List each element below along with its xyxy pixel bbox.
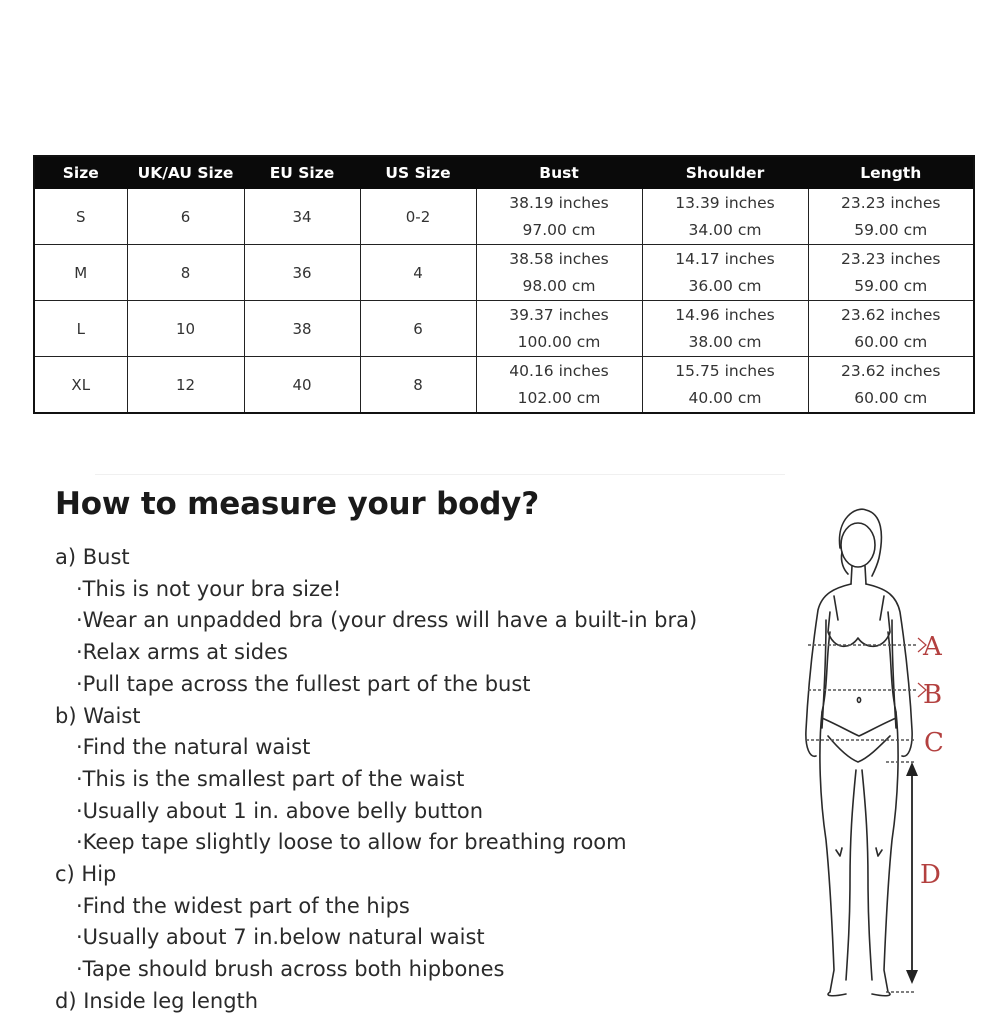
header-size: Size <box>34 156 127 189</box>
header-bust: Bust <box>476 156 642 189</box>
shoulder-cm: 40.00 cm <box>688 388 762 407</box>
table-header-row <box>34 156 974 189</box>
length-inches: 23.62 inches <box>841 361 941 380</box>
shoulder-inches: 13.39 inches <box>675 193 775 212</box>
guide-section-waist: b) Waist <box>55 703 141 728</box>
section-divider <box>95 474 785 475</box>
length-inches: 23.23 inches <box>841 249 941 268</box>
label-c: C <box>924 728 944 758</box>
cell-eu: 38 <box>244 301 360 357</box>
cell-us: 4 <box>360 245 476 301</box>
size-chart-table <box>33 155 975 414</box>
cell-us: 8 <box>360 357 476 414</box>
guide-tip: ·Tape should brush across both hipbones <box>76 957 505 982</box>
cell-bust <box>476 245 642 301</box>
cell-uk-au: 12 <box>127 357 244 414</box>
header-us-size: US Size <box>360 156 476 189</box>
header-eu-size: EU Size <box>244 156 360 189</box>
length-inches: 23.62 inches <box>841 305 941 324</box>
cell-bust <box>476 301 642 357</box>
shoulder-inches: 14.96 inches <box>675 305 775 324</box>
length-cm: 60.00 cm <box>854 388 928 407</box>
bust-cm: 98.00 cm <box>522 276 596 295</box>
guide-title: How to measure your body? <box>55 486 539 522</box>
table-row <box>34 189 974 245</box>
guide-section-inside-leg: d) Inside leg length <box>55 988 259 1013</box>
guide-tip: ·Pull tape across the fullest part of the bust <box>76 671 531 696</box>
header-shoulder: Shoulder <box>642 156 808 189</box>
header-uk-au-size: UK/AU Size <box>127 156 244 189</box>
body-outline-illustration <box>790 500 990 998</box>
guide-tip: ·Relax arms at sides <box>76 640 288 665</box>
cell-us: 6 <box>360 301 476 357</box>
cell-bust <box>476 357 642 414</box>
cell-shoulder <box>642 301 808 357</box>
bust-cm: 97.00 cm <box>522 220 596 239</box>
cell-bust <box>476 189 642 245</box>
shoulder-cm: 34.00 cm <box>688 220 762 239</box>
bust-cm: 100.00 cm <box>517 332 601 351</box>
guide-section-bust: a) Bust <box>55 545 130 569</box>
length-cm: 59.00 cm <box>854 220 928 239</box>
table-row <box>34 301 974 357</box>
length-cm: 60.00 cm <box>854 332 928 351</box>
cell-size: M <box>34 245 127 301</box>
guide-tip: ·Find the natural waist <box>76 735 311 760</box>
cell-size: XL <box>34 357 127 414</box>
cell-length <box>808 245 974 301</box>
label-b: B <box>923 680 943 710</box>
guide-tip: ·Wear an unpadded bra (your dress will have a built-in bra) <box>76 608 698 633</box>
cell-shoulder <box>642 189 808 245</box>
table-row <box>34 245 974 301</box>
guide-tip: ·This is not your bra size! <box>76 576 342 601</box>
cell-eu: 40 <box>244 357 360 414</box>
shoulder-cm: 36.00 cm <box>688 276 762 295</box>
cell-size: L <box>34 301 127 357</box>
bust-inches: 38.19 inches <box>509 193 609 212</box>
shoulder-inches: 15.75 inches <box>675 361 775 380</box>
guide-tip: ·Find the widest part of the hips <box>76 893 410 918</box>
cell-shoulder <box>642 357 808 414</box>
guide-section-hip: c) Hip <box>55 862 117 887</box>
shoulder-inches: 14.17 inches <box>675 249 775 268</box>
cell-eu: 34 <box>244 189 360 245</box>
guide-tip: ·This is the smallest part of the waist <box>76 766 465 791</box>
cell-length <box>808 357 974 414</box>
cell-uk-au: 10 <box>127 301 244 357</box>
guide-tip: ·Usually about 7 in.below natural waist <box>76 925 485 950</box>
bust-inches: 39.37 inches <box>509 305 609 324</box>
label-a: A <box>923 632 942 662</box>
guide-tip: ·Keep tape slightly loose to allow for breathing room <box>76 830 627 855</box>
guide-tip: ·Usually about 1 in. above belly button <box>76 798 484 823</box>
length-cm: 59.00 cm <box>854 276 928 295</box>
label-d: D <box>920 860 941 890</box>
cell-uk-au: 6 <box>127 189 244 245</box>
guide-list <box>55 542 795 1018</box>
bust-inches: 38.58 inches <box>509 249 609 268</box>
header-length: Length <box>808 156 974 189</box>
cell-uk-au: 8 <box>127 245 244 301</box>
cell-shoulder <box>642 245 808 301</box>
cell-length <box>808 189 974 245</box>
cell-eu: 36 <box>244 245 360 301</box>
table-row <box>34 357 974 414</box>
cell-size: S <box>34 189 127 245</box>
body-measurement-figure <box>790 500 990 998</box>
measure-guide <box>55 482 795 1018</box>
cell-length <box>808 301 974 357</box>
bust-cm: 102.00 cm <box>517 388 601 407</box>
length-inches: 23.23 inches <box>841 193 941 212</box>
cell-us: 0-2 <box>360 189 476 245</box>
bust-inches: 40.16 inches <box>509 361 609 380</box>
shoulder-cm: 38.00 cm <box>688 332 762 351</box>
